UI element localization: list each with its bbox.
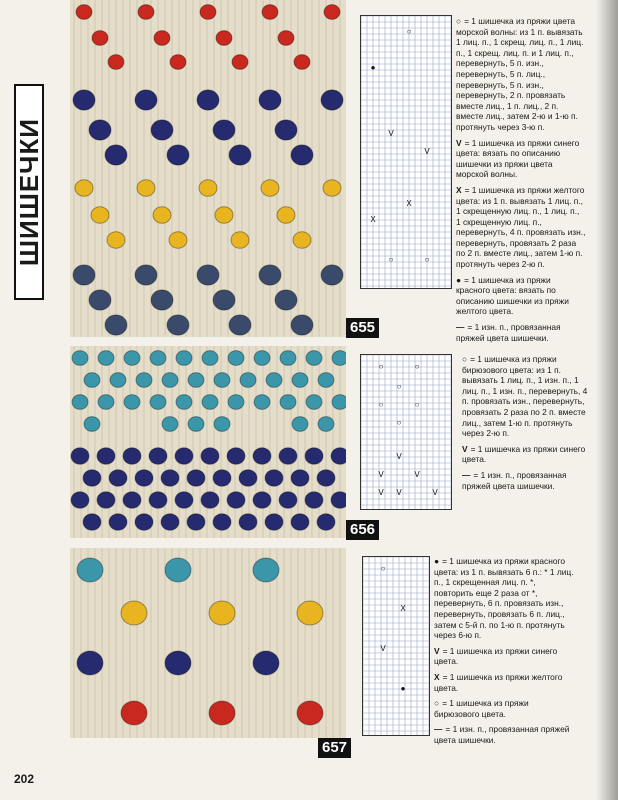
chart-symbol: V bbox=[380, 644, 386, 653]
bobble bbox=[136, 373, 152, 388]
knit-photo-656 bbox=[70, 346, 346, 538]
bobble bbox=[331, 492, 346, 509]
legend-entry bbox=[456, 16, 586, 133]
bobble bbox=[199, 180, 217, 197]
bobble bbox=[254, 351, 270, 366]
bobble bbox=[176, 351, 192, 366]
bobble bbox=[72, 351, 88, 366]
legend-655 bbox=[456, 16, 586, 348]
chart-symbol: ○ bbox=[380, 564, 386, 573]
bobble bbox=[213, 120, 235, 140]
bobble bbox=[89, 290, 111, 310]
bobble bbox=[175, 492, 193, 509]
x-symbol-icon: X bbox=[456, 184, 462, 195]
bobble bbox=[77, 558, 103, 582]
bobble bbox=[84, 373, 100, 388]
bobble bbox=[214, 373, 230, 388]
chart-symbol: ● bbox=[370, 63, 376, 72]
bobble bbox=[323, 180, 341, 197]
bobble bbox=[170, 55, 186, 70]
bobble bbox=[318, 417, 334, 432]
bobble bbox=[187, 470, 205, 487]
bobble bbox=[188, 417, 204, 432]
bobble bbox=[228, 351, 244, 366]
legend-entry bbox=[462, 444, 588, 465]
legend-text: = 1 изн. п., провязанная пряжей цвета шишечки. bbox=[434, 724, 570, 745]
pattern-number-656: 656 bbox=[346, 520, 379, 540]
bobble bbox=[77, 651, 103, 675]
bobble bbox=[97, 448, 115, 465]
legend-entry bbox=[434, 646, 574, 667]
bobble bbox=[161, 470, 179, 487]
section-title: ШИШЕЧКИ bbox=[13, 117, 44, 267]
legend-text: = 1 шишечка из пряжи цвета морской волны: из 1 п. вывязать 1 лиц. п., 1 скрещ. лиц. п., 1 лиц. п., 1 скрещ. лиц. п. и 1 лиц. п., перевернуть, 5 п. изн., перевернуть, 5 п. лиц., перевернуть, 5 п. изн., перевернуть, 2 п. провязать вместе лиц., 1 п. лиц., 2 п. вместе лиц., затем 2-ю и 1-ю п. протянуть через 3-ю п. bbox=[456, 16, 584, 132]
bobble bbox=[73, 265, 95, 285]
bobble bbox=[259, 90, 281, 110]
bobble bbox=[291, 145, 313, 165]
legend-657 bbox=[434, 556, 574, 751]
bobble bbox=[254, 395, 270, 410]
chart-symbol: V bbox=[378, 488, 384, 497]
bobble bbox=[262, 5, 278, 20]
bobble bbox=[91, 207, 109, 224]
bobble bbox=[232, 55, 248, 70]
bobble bbox=[259, 265, 281, 285]
bobble bbox=[291, 514, 309, 531]
dot-symbol-icon: ● bbox=[456, 274, 462, 285]
bobble bbox=[297, 601, 323, 625]
legend-entry bbox=[434, 724, 574, 745]
legend-entry bbox=[434, 556, 574, 641]
bobble bbox=[227, 492, 245, 509]
chart-symbol: ○ bbox=[414, 362, 420, 371]
bobble bbox=[240, 373, 256, 388]
bobble bbox=[149, 492, 167, 509]
bobble bbox=[97, 492, 115, 509]
bobble bbox=[109, 514, 127, 531]
bobble bbox=[135, 90, 157, 110]
bobble bbox=[229, 145, 251, 165]
bobble bbox=[321, 90, 343, 110]
bobble bbox=[188, 373, 204, 388]
bobble bbox=[277, 207, 295, 224]
bobble bbox=[150, 395, 166, 410]
bobble bbox=[214, 417, 230, 432]
bobble bbox=[153, 207, 171, 224]
chart-symbol: V bbox=[414, 470, 420, 479]
bobble bbox=[123, 492, 141, 509]
bobble bbox=[75, 180, 93, 197]
bobble bbox=[83, 514, 101, 531]
legend-text: = 1 шишечка из пряжи синего цвета. bbox=[434, 645, 558, 667]
bobble bbox=[202, 395, 218, 410]
bobble bbox=[201, 448, 219, 465]
bobble bbox=[76, 5, 92, 20]
bobble bbox=[73, 90, 95, 110]
legend-text: = 1 шишечка из пряжи красного цвета: из 1 п. вывязать 6 п.: * 1 лиц. п., 1 скрещенная лиц. п. *, повторить еще 2 раза от *, перевернуть, 6 п. провязать изн., перевернуть, провязать 6 п. лиц., затем с 5-й п. по 1-ю п. протянуть через 6-ю п. bbox=[434, 556, 574, 641]
bobble bbox=[135, 514, 153, 531]
bobble bbox=[71, 448, 89, 465]
bobble bbox=[266, 373, 282, 388]
bobble bbox=[83, 470, 101, 487]
legend-656 bbox=[462, 354, 588, 496]
bobble bbox=[109, 470, 127, 487]
knit-photo-657 bbox=[70, 548, 346, 738]
page-number: 202 bbox=[14, 772, 35, 786]
chart-656 bbox=[360, 354, 452, 510]
chart-symbol: ● bbox=[400, 684, 406, 693]
bobble bbox=[318, 373, 334, 388]
bobble bbox=[332, 351, 346, 366]
bobble bbox=[151, 290, 173, 310]
dot-symbol-icon: ● bbox=[434, 556, 440, 566]
bobble bbox=[135, 265, 157, 285]
bobble bbox=[98, 395, 114, 410]
bobble bbox=[137, 180, 155, 197]
legend-text: = 1 шишечка из пряжи красного цвета: вязать по описанию шишечки из пряжи желтого цвета. bbox=[456, 274, 569, 317]
bobble bbox=[239, 470, 257, 487]
bobble bbox=[331, 448, 346, 465]
bobble bbox=[138, 5, 154, 20]
bobble bbox=[292, 417, 308, 432]
bobble bbox=[265, 470, 283, 487]
legend-entry bbox=[434, 698, 574, 719]
bobble bbox=[105, 315, 127, 335]
bobble bbox=[279, 492, 297, 509]
chart-symbol: V bbox=[424, 147, 430, 156]
chart-symbol: V bbox=[432, 488, 438, 497]
bobble bbox=[213, 290, 235, 310]
chart-symbol: ○ bbox=[378, 362, 384, 371]
bobble bbox=[72, 395, 88, 410]
bobble-symbol-icon: ○ bbox=[434, 698, 440, 709]
bobble bbox=[135, 470, 153, 487]
bobble bbox=[305, 492, 323, 509]
bobble-symbol-icon: ○ bbox=[456, 16, 462, 26]
bobble bbox=[293, 232, 311, 249]
chart-657 bbox=[362, 556, 430, 736]
chart-symbol: ○ bbox=[396, 382, 402, 391]
bobble bbox=[124, 351, 140, 366]
bobble bbox=[107, 232, 125, 249]
x-symbol-icon: X bbox=[434, 671, 440, 682]
dash-symbol-icon: — bbox=[434, 724, 443, 735]
section-title-box bbox=[14, 84, 44, 300]
bobble bbox=[291, 315, 313, 335]
legend-entry bbox=[456, 185, 586, 270]
chart-symbol: ○ bbox=[414, 400, 420, 409]
bobble bbox=[253, 558, 279, 582]
dash-symbol-icon: — bbox=[462, 469, 471, 480]
bobble bbox=[280, 351, 296, 366]
dash-symbol-icon: — bbox=[456, 322, 465, 333]
bobble bbox=[216, 31, 232, 46]
v-symbol-icon: V bbox=[434, 645, 440, 656]
v-symbol-icon: V bbox=[456, 137, 462, 148]
chart-symbol: V bbox=[396, 488, 402, 497]
bobble bbox=[213, 470, 231, 487]
bobble bbox=[121, 701, 147, 725]
chart-symbol: ○ bbox=[396, 418, 402, 427]
pattern-number-655: 655 bbox=[346, 318, 379, 338]
legend-text: = 1 шишечка из пряжи синего цвета. bbox=[462, 443, 586, 465]
bobble bbox=[110, 373, 126, 388]
bobble bbox=[202, 351, 218, 366]
bobble bbox=[200, 5, 216, 20]
bobble bbox=[275, 120, 297, 140]
bobble bbox=[239, 514, 257, 531]
bobble-symbol-icon: ○ bbox=[462, 354, 468, 364]
bobble bbox=[209, 601, 235, 625]
bobble bbox=[215, 207, 233, 224]
bobble bbox=[71, 492, 89, 509]
bobble bbox=[332, 395, 346, 410]
bobble bbox=[154, 31, 170, 46]
bobble bbox=[98, 351, 114, 366]
bobble bbox=[187, 514, 205, 531]
legend-entry bbox=[456, 275, 586, 317]
bobble bbox=[292, 373, 308, 388]
bobble bbox=[162, 373, 178, 388]
chart-symbol: X bbox=[400, 604, 406, 613]
bobble bbox=[176, 395, 192, 410]
pattern-number-657: 657 bbox=[318, 738, 351, 758]
legend-entry bbox=[456, 322, 586, 343]
bobble bbox=[167, 145, 189, 165]
bobble bbox=[124, 395, 140, 410]
bobble bbox=[151, 120, 173, 140]
legend-text: = 1 шишечка из пряжи бирюзового цвета. bbox=[434, 698, 529, 719]
bobble bbox=[297, 701, 323, 725]
bobble bbox=[150, 351, 166, 366]
bobble bbox=[228, 395, 244, 410]
bobble bbox=[231, 232, 249, 249]
legend-text: = 1 изн. п., провязанная пряжей цвета шишечки. bbox=[456, 322, 561, 343]
chart-symbol: ○ bbox=[406, 27, 412, 36]
bobble bbox=[175, 448, 193, 465]
bobble bbox=[167, 315, 189, 335]
legend-text: = 1 шишечка из пряжи желтого цвета: из 1 п. вывязать 1 лиц. п., 1 скрещенную лиц. п., 1 лиц. п., 1 скрещенную лиц. п., перевернуть, 4 п. провязать изн., перевернуть, провязать 2 раза по 2 п. вместе лиц., затем 1-ю п. протянуть через 2-ю п. bbox=[456, 184, 586, 270]
chart-symbol: ○ bbox=[378, 400, 384, 409]
bobble bbox=[253, 448, 271, 465]
legend-text: = 1 изн. п., провязанная пряжей цвета шишечки. bbox=[462, 469, 567, 491]
bobble bbox=[165, 651, 191, 675]
bobble bbox=[84, 417, 100, 432]
bobble bbox=[229, 315, 251, 335]
bobble bbox=[317, 470, 335, 487]
legend-entry bbox=[462, 354, 588, 439]
bobble bbox=[197, 265, 219, 285]
legend-entry bbox=[462, 470, 588, 491]
bobble bbox=[291, 470, 309, 487]
bobble bbox=[105, 145, 127, 165]
bobble bbox=[324, 5, 340, 20]
chart-symbol: ○ bbox=[424, 255, 430, 264]
legend-text: = 1 шишечка из пряжи желтого цвета. bbox=[434, 671, 563, 693]
bobble bbox=[294, 55, 310, 70]
bobble bbox=[253, 651, 279, 675]
bobble bbox=[201, 492, 219, 509]
knit-photo-655 bbox=[70, 0, 346, 337]
bobble bbox=[162, 417, 178, 432]
bobble bbox=[149, 448, 167, 465]
bobble bbox=[89, 120, 111, 140]
chart-symbol: X bbox=[370, 215, 376, 224]
bobble bbox=[261, 180, 279, 197]
chart-655 bbox=[360, 15, 452, 289]
bobble bbox=[265, 514, 283, 531]
bobble bbox=[306, 351, 322, 366]
chart-symbol: ○ bbox=[388, 255, 394, 264]
chart-symbol: V bbox=[396, 452, 402, 461]
v-symbol-icon: V bbox=[462, 443, 468, 454]
legend-text: = 1 шишечка из пряжи бирюзового цвета: из 1 п. вывязать 1 лиц. п., 1 изн. п., 1 лиц. п., 1 изн. п., перевернуть, 4 п. провязать изн., перевернуть, провязать 2 раза по 2 п. вместе лиц., затем 1-ю п. протянуть через 2-ю п. bbox=[462, 354, 588, 439]
bobble bbox=[278, 31, 294, 46]
bobble bbox=[123, 448, 141, 465]
bobble bbox=[92, 31, 108, 46]
bobble bbox=[321, 265, 343, 285]
bobble bbox=[108, 55, 124, 70]
bobble bbox=[169, 232, 187, 249]
bobble bbox=[279, 448, 297, 465]
chart-symbol: V bbox=[378, 470, 384, 479]
bobble bbox=[306, 395, 322, 410]
bobble bbox=[305, 448, 323, 465]
legend-entry bbox=[456, 138, 586, 180]
bobble bbox=[197, 90, 219, 110]
bobble bbox=[209, 701, 235, 725]
chart-symbol: V bbox=[388, 129, 394, 138]
legend-text: = 1 шишечка из пряжи синего цвета: вязать по описанию шишечки из пряжи цвета морской волны. bbox=[456, 137, 580, 180]
chart-symbol: X bbox=[406, 199, 412, 208]
bobble bbox=[227, 448, 245, 465]
bobble bbox=[253, 492, 271, 509]
bobble bbox=[121, 601, 147, 625]
bobble bbox=[161, 514, 179, 531]
bobble bbox=[317, 514, 335, 531]
legend-entry bbox=[434, 672, 574, 693]
bobble bbox=[275, 290, 297, 310]
bobble bbox=[280, 395, 296, 410]
bobble bbox=[165, 558, 191, 582]
bobble bbox=[213, 514, 231, 531]
page-binding-shadow bbox=[596, 0, 618, 800]
